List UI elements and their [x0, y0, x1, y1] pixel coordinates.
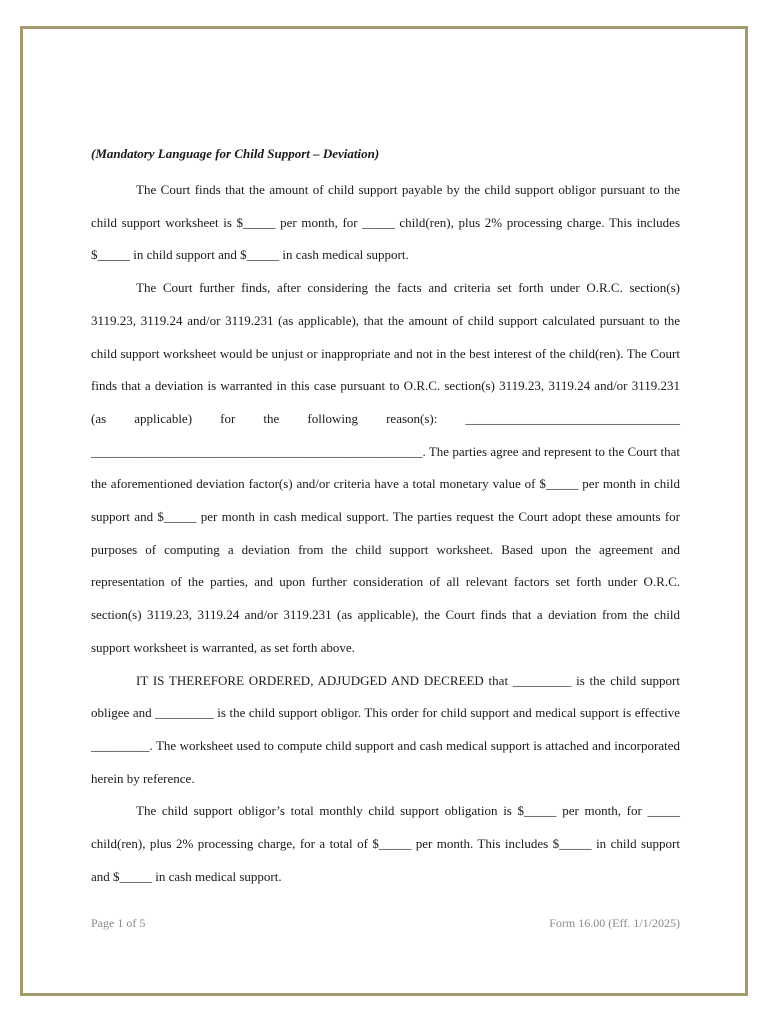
document-heading: (Mandatory Language for Child Support – Deviation): [91, 146, 380, 161]
document-body: [91, 141, 680, 893]
paragraph-total-obligation: The child support obligor’s total monthly child support obligation is $_____ per month, for _____ child(ren), plus 2% processing charge, for a total of $_____ per month. This includes $_____ in child support and $_____ in cash medical support.: [91, 803, 680, 884]
paragraph-order: IT IS THEREFORE ORDERED, ADJUDGED AND DECREED that _________ is the child support obligee and _________ is the child support obligor. This order for child support and medical support is effective _________. The worksheet used to compute child support and cash medical support is attached and incorporated herein by reference.: [91, 672, 680, 786]
form-number: Form 16.00 (Eff. 1/1/2025): [549, 916, 680, 930]
page-number: Page 1 of 5: [91, 916, 146, 930]
paragraph-deviation-findings: The Court further finds, after considering the facts and criteria set forth under O.R.C. section(s) 3119.23, 3119.24 and/or 3119.231 (as applicable), that the amount of child support calculated pursuant to the child support worksheet would be unjust or inappropriate and not in the best interest of the child(ren). The Court finds that a deviation is warranted in this case pursuant to O.R.C. section(s) 3119.23, 3119.24 and/or 3119.231 (as applicable) for the following reason(s): _________________________________ ___________________________________________________. The parties agree and represent to the Court that the aforementioned deviation factor(s) and/or criteria have a total monetary value of $_____ per month in child support and $_____ per month in cash medical support. The parties request the Court adopt these amounts for purposes of computing a deviation from the child support worksheet. Based upon the agreement and representation of the parties, and upon further consideration of all relevant factors set forth under O.R.C. section(s) 3119.23, 3119.24 and/or 3119.231 (as applicable), the Court finds that a deviation from the child support worksheet is warranted, as set forth above.: [91, 280, 680, 655]
paragraph-support-amount: The Court finds that the amount of child support payable by the child support obligor pursuant to the child support worksheet is $_____ per month, for _____ child(ren), plus 2% processing charge. This includes $_____ in child support and $_____ in cash medical support.: [91, 182, 680, 263]
